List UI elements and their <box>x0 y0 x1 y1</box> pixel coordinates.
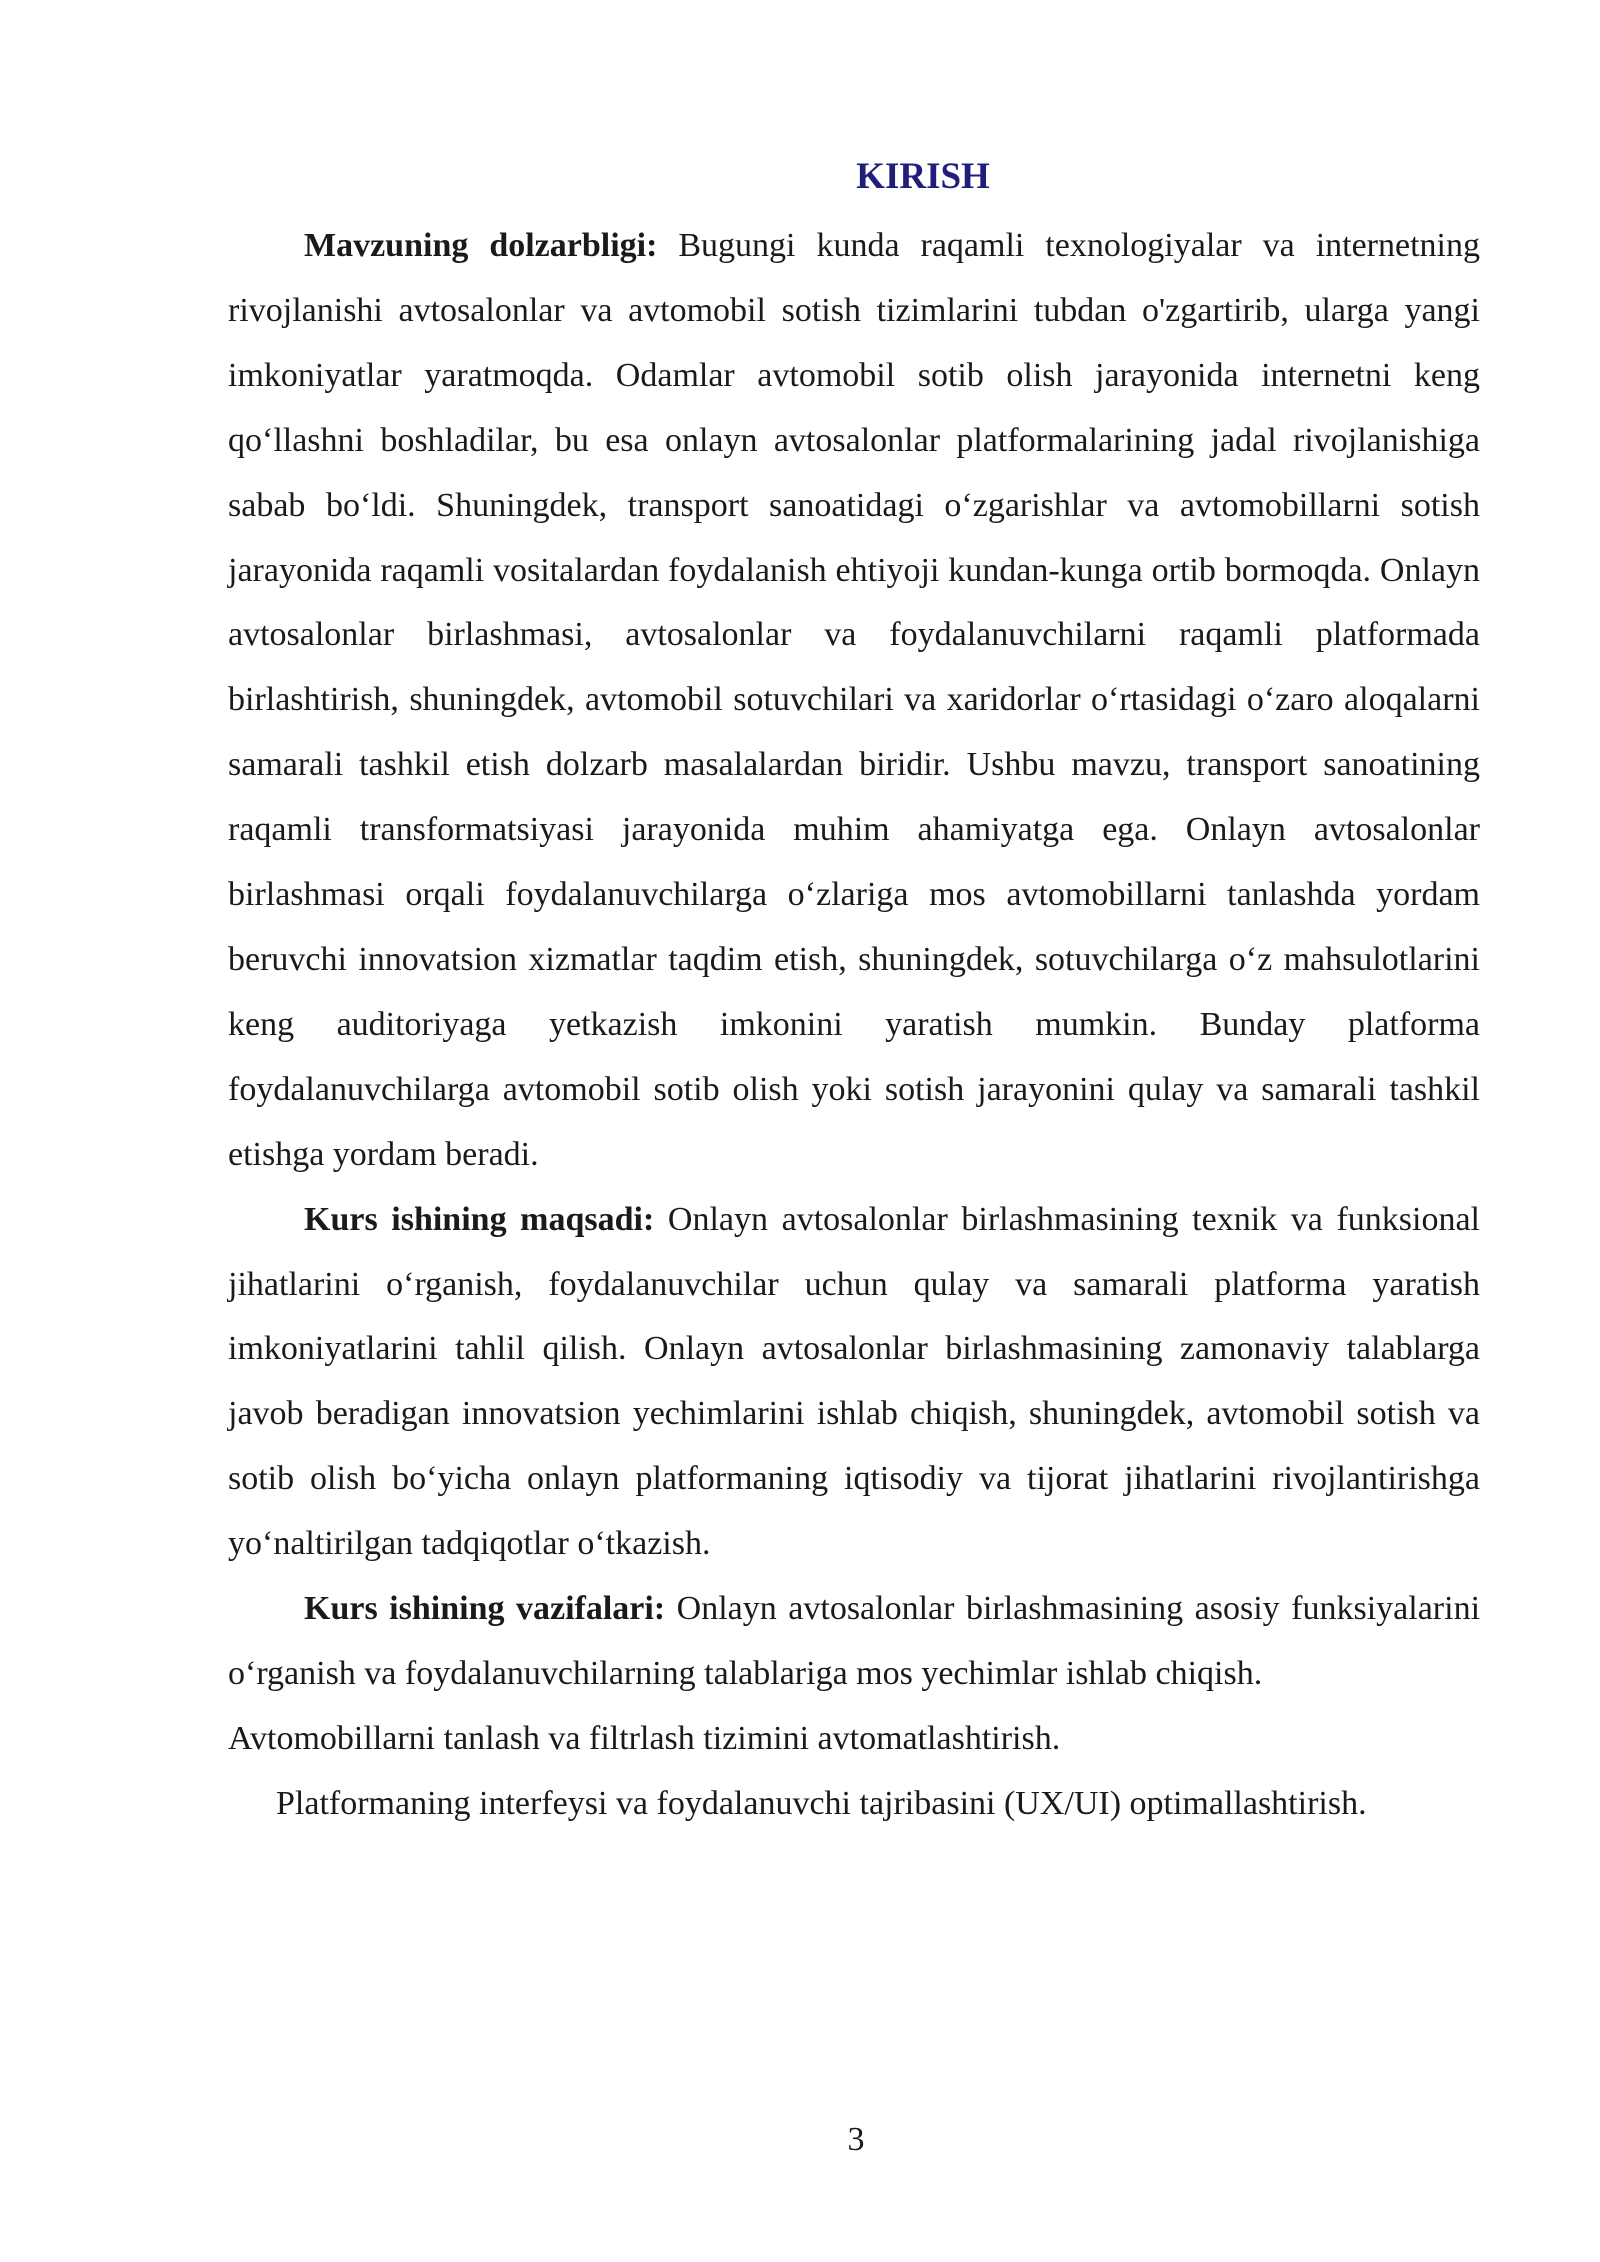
paragraph-lead: Kurs ishining maqsadi: <box>304 1200 655 1238</box>
paragraph-text: Bugungi kunda raqamli texnologiyalar va internetning rivojlanishi avtosalonlar va avtomobil sotish tizimlarini tubdan o'zgartirib, ularga yangi imkoniyatlar yaratmoqda. Odamlar avtomobil sotib olish jarayonida internetni keng qo‘llashni boshladilar, bu esa onlayn avtosalonlar platformalarining jadal rivojlanishiga sabab bo‘ldi. Shuningdek, transport sanoatidagi o‘zgarishlar va avtomobillarni sotish jarayonida raqamli vositalardan foydalanish ehtiyoji kundan-kunga ortib bormoqda. Onlayn avtosalonlar birlashmasi, avtosalonlar va foydalanuvchilarni raqamli platformada birlashtirish, shuningdek, avtomobil sotuvchilari va xaridorlar o‘rtasidagi o‘zaro aloqalarni samarali tashkil etish dolzarb masalalardan biridir. Ushbu mavzu, transport sanoatining raqamli transformatsiyasi jarayonida muhim ahamiyatga ega. Onlayn avtosalonlar birlashmasi orqali foydalanuvchilarga o‘zlariga mos avtomobillarni tanlashda yordam beruvchi innovatsion xizmatlar taqdim etish, shuningdek, sotuvchilarga o‘z mahsulotlarini keng auditoriyaga yetkazish imkonini yaratish mumkin. Bunday platforma foydalanuvchilarga avtomobil sotib olish yoki sotish jarayonini qulay va samarali tashkil etishga yordam beradi. <box>228 227 1480 1173</box>
paragraph-text: Onlayn avtosalonlar birlashmasining texnik va funksional jihatlarini o‘rganish, foydalanuvchilar uchun qulay va samarali platforma yaratish imkoniyatlarini tahlil qilish. Onlayn avtosalonlar birlashmasining zamonaviy talablarga javob beradigan innovatsion yechimlarini ishlab chiqish, shuningdek, avtomobil sotish va sotib olish bo‘yicha onlayn platformaning iqtisodiy va tijorat jihatlarini rivojlantirishga yo‘naltirilgan tadqiqotlar o‘tkazish. <box>228 1200 1480 1563</box>
page-number: 3 <box>847 2121 865 2158</box>
paragraph-relevance <box>228 214 1480 1188</box>
paragraph-text: Onlayn avtosalonlar birlashmasining asosiy funksiyalarini o‘rganish va foydalanuvchilarning talablariga mos yechimlar ishlab chiqish. <box>228 1590 1481 1692</box>
section-heading: KIRISH <box>856 156 990 197</box>
page-content <box>228 148 1480 1837</box>
paragraph-lead: Kurs ishining vazifalari: <box>304 1590 666 1628</box>
paragraph-tasks <box>228 1577 1480 1707</box>
task-line-1: Avtomobillarni tanlash va filtrlash tizimini avtomatlashtirish. <box>228 1719 1061 1757</box>
paragraph-goal <box>228 1188 1480 1577</box>
task-line-2: Platformaning interfeysi va foydalanuvchi tajribasini (UX/UI) optimallashtirish. <box>276 1784 1367 1822</box>
paragraph-lead: Mavzuning dolzarbligi: <box>304 227 658 264</box>
